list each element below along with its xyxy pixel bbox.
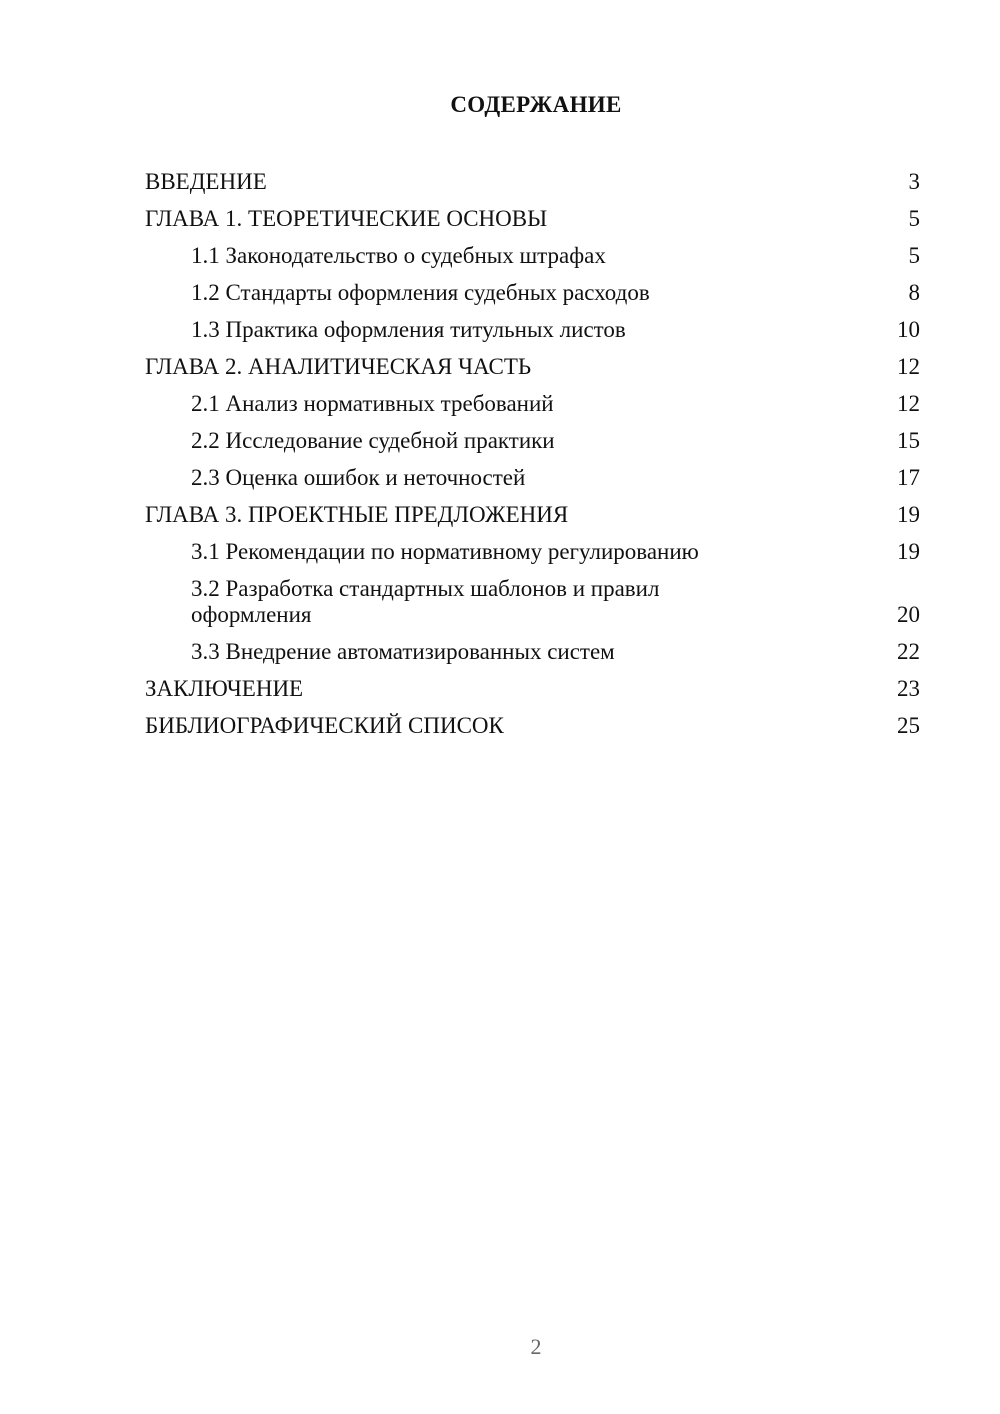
toc-item-label: ГЛАВА 1. ТЕОРЕТИЧЕСКИЕ ОСНОВЫ <box>145 206 548 231</box>
toc-item-section-1-1[interactable] <box>145 243 920 269</box>
toc-item-page: 20 <box>897 602 920 627</box>
toc-item-page: 15 <box>897 428 920 453</box>
toc-item-page: 22 <box>897 639 920 664</box>
toc-item-section-2-1[interactable] <box>145 391 920 417</box>
toc-item-section-2-2[interactable] <box>145 428 920 454</box>
toc-item-page: 12 <box>897 391 920 416</box>
toc-item-page: 19 <box>897 539 920 564</box>
toc-item-page: 5 <box>908 206 920 231</box>
toc-item-section-1-3[interactable] <box>145 317 920 343</box>
page-title: СОДЕРЖАНИЕ <box>450 92 622 117</box>
toc-item-section-1-2[interactable] <box>145 280 920 306</box>
toc-item-label: 2.1 Анализ нормативных требований <box>191 391 554 416</box>
toc-item-introduction[interactable] <box>145 169 920 195</box>
toc-item-page: 10 <box>897 317 920 342</box>
toc-item-conclusion[interactable] <box>145 676 920 702</box>
toc-item-label: ВВЕДЕНИЕ <box>145 169 267 194</box>
toc-item-label: 2.2 Исследование судебной практики <box>191 428 555 453</box>
toc-item-label: 1.3 Практика оформления титульных листов <box>191 317 626 342</box>
toc-item-section-3-2[interactable] <box>145 576 920 628</box>
toc-item-bibliography[interactable] <box>145 713 920 739</box>
toc-item-chapter-3[interactable] <box>145 502 920 528</box>
toc-item-page: 25 <box>897 713 920 738</box>
table-of-contents <box>145 169 920 750</box>
toc-item-section-2-3[interactable] <box>145 465 920 491</box>
toc-item-label: БИБЛИОГРАФИЧЕСКИЙ СПИСОК <box>145 713 504 738</box>
toc-item-label: 1.1 Законодательство о судебных штрафах <box>191 243 606 268</box>
toc-item-page: 17 <box>897 465 920 490</box>
toc-item-section-3-3[interactable] <box>145 639 920 665</box>
toc-item-page: 3 <box>908 169 920 194</box>
page-number: 2 <box>530 1334 542 1359</box>
toc-item-page: 23 <box>897 676 920 701</box>
toc-item-page: 12 <box>897 354 920 379</box>
toc-item-label: 3.1 Рекомендации по нормативному регулированию <box>191 539 699 564</box>
toc-item-label: 3.2 Разработка стандартных шаблонов и правил оформления <box>191 576 660 627</box>
toc-item-page: 5 <box>908 243 920 268</box>
toc-item-label: ЗАКЛЮЧЕНИЕ <box>145 676 304 701</box>
toc-item-chapter-1[interactable] <box>145 206 920 232</box>
toc-item-page: 8 <box>908 280 920 305</box>
toc-item-label: 3.3 Внедрение автоматизированных систем <box>191 639 615 664</box>
toc-item-chapter-2[interactable] <box>145 354 920 380</box>
toc-item-section-3-1[interactable] <box>145 539 920 565</box>
toc-item-label: 2.3 Оценка ошибок и неточностей <box>191 465 526 490</box>
toc-item-label: 1.2 Стандарты оформления судебных расходов <box>191 280 650 305</box>
toc-item-label: ГЛАВА 2. АНАЛИТИЧЕСКАЯ ЧАСТЬ <box>145 354 532 379</box>
toc-item-label: ГЛАВА 3. ПРОЕКТНЫЕ ПРЕДЛОЖЕНИЯ <box>145 502 569 527</box>
toc-item-page: 19 <box>897 502 920 527</box>
